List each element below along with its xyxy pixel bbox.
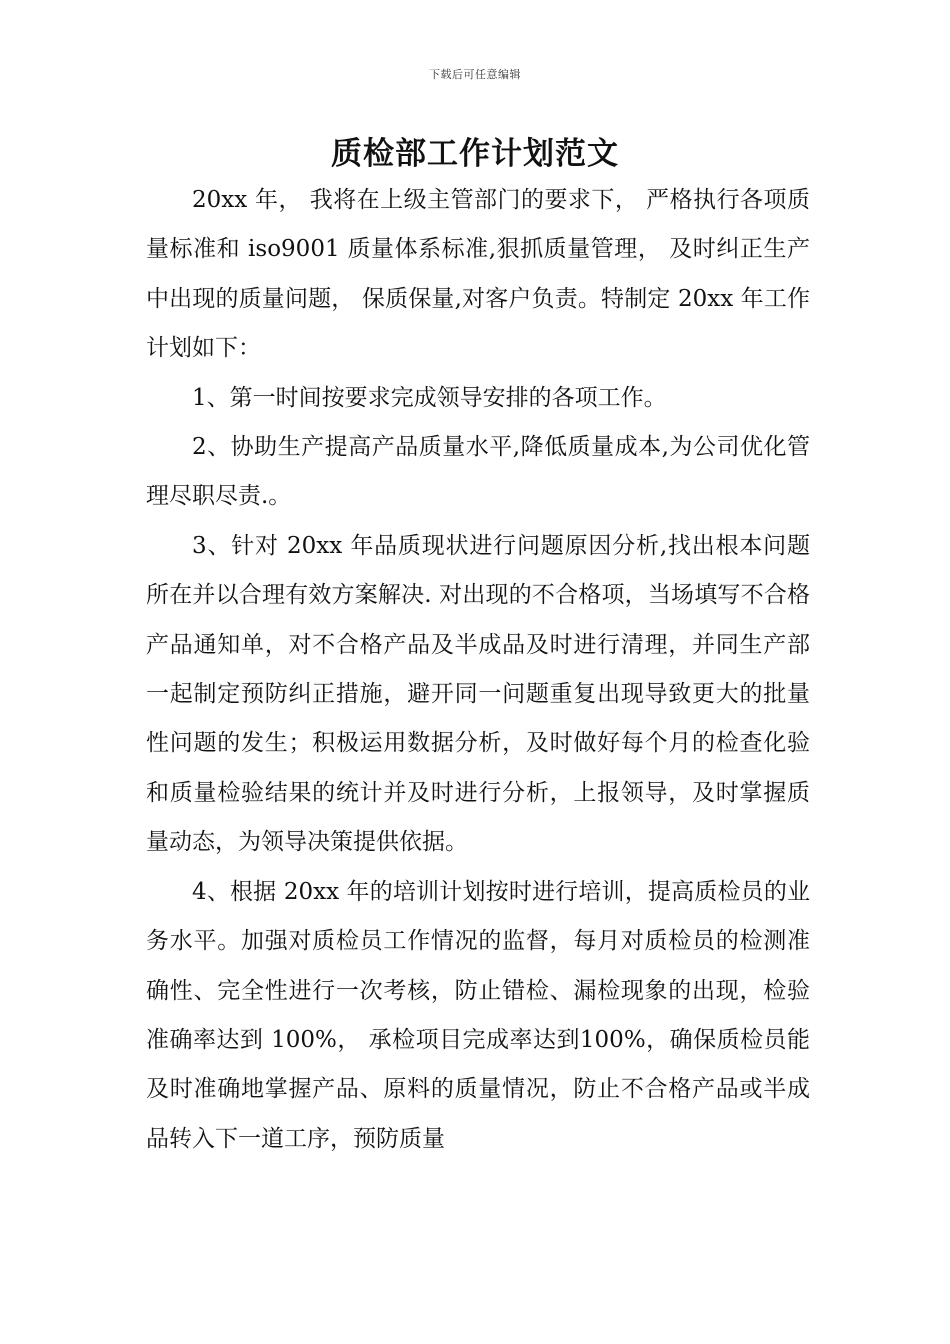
item-3-paragraph: 3、针对 20xx 年品质现状进行问题原因分析,找出根本问题所在并以合理有效方案解决. 对出现的不合格项，当场填写不合格产品通知单，对不合格产品及半成品及时进行清理，并同生产部一起制定预防纠正措施，避开同一问题重复出现导致更大的批量性问题的发生；积极运用数据分析，及时做好每个月的检查化验和质量检验结果的统计并及时进行分析，上报领导，及时掌握质量动态，为领导决策提供依据。 bbox=[146, 532, 810, 856]
document-title: 质检部工作计划范文 bbox=[331, 136, 619, 172]
item-2-paragraph: 2、协助生产提高产品质量水平,降低质量成本,为公司优化管理尽职尽责.。 bbox=[146, 434, 810, 510]
document-body bbox=[146, 176, 810, 1164]
item-4-paragraph: 4、根据 20xx 年的培训计划按时进行培训，提高质检员的业务水平。加强对质检员工作情况的监督，每月对质检员的检测准确性、完全性进行一次考核，防止错检、漏检现象的出现，检验准确率达到 100%， 承检项目完成率达到100%，确保质检员能及时准确地掌握产品、原料的质量情况，防止不合格产品或半成品转入下一道工序，预防质量 bbox=[146, 878, 810, 1152]
item-1-paragraph: 1、第一时间按要求完成领导安排的各项工作。 bbox=[192, 384, 667, 411]
header-note: 下载后可任意编辑 bbox=[429, 68, 521, 81]
intro-paragraph: 20xx 年， 我将在上级主管部门的要求下， 严格执行各项质量标准和 iso9001 质量体系标准,狠抓质量管理， 及时纠正生产中出现的质量问题， 保质保量,对客户负责。特制定 20xx 年工作计划如下： bbox=[146, 187, 810, 362]
